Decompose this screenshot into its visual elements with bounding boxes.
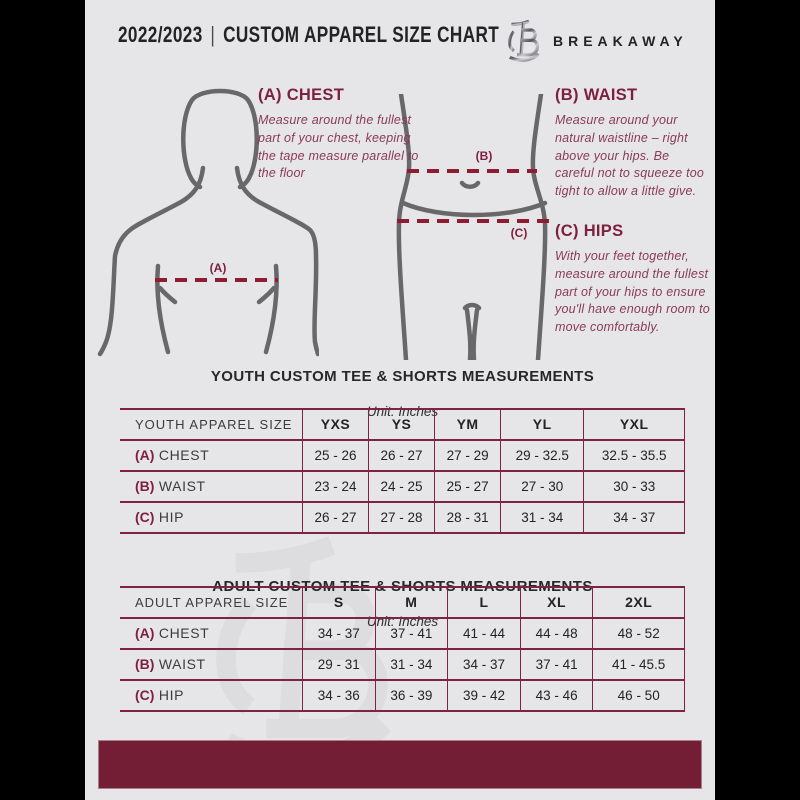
title-text: CUSTOM APPAREL SIZE CHART xyxy=(223,22,500,47)
cell-value: 48 - 52 xyxy=(617,625,660,641)
row-label: WAIST xyxy=(158,655,206,672)
page-title xyxy=(118,22,499,48)
waist-description: Measure around your natural waistline – right above your hips. Be careful not to squeeze too tight to allow a little give. xyxy=(555,113,705,198)
cell-value: 37 - 41 xyxy=(390,625,433,641)
adult-unit-label: Unit: Inches xyxy=(366,614,439,629)
row-label: HIP xyxy=(158,508,185,525)
cell-value: 37 - 41 xyxy=(535,656,578,672)
cell-value: 41 - 44 xyxy=(462,625,505,641)
cell-value: 28 - 31 xyxy=(446,509,489,525)
row-prefix: (C) xyxy=(135,508,155,525)
adult-section-title: ADULT CUSTOM TEE & SHORTS MEASUREMENTS xyxy=(212,578,593,595)
adult-table-corner-label: ADULT APPAREL SIZE xyxy=(135,594,289,610)
hips-description: With your feet together, measure around the fullest part of your hips to ensure you'll have enough room to move comfortably. xyxy=(555,249,710,334)
cell-value: 24 - 25 xyxy=(380,478,423,494)
marker-c: (C) xyxy=(510,226,528,240)
cell-value: 29 - 31 xyxy=(317,656,360,672)
column-header: YXS xyxy=(320,415,351,432)
cell-value: 25 - 27 xyxy=(446,478,489,494)
chest-heading: (A) CHEST xyxy=(258,86,345,104)
column-header: 2XL xyxy=(625,593,653,610)
row-prefix: (B) xyxy=(135,477,155,494)
waist-heading: (B) WAIST xyxy=(555,86,638,104)
chest-description: Measure around the fullest part of your chest, keeping the tape measure parallel to the floor xyxy=(258,113,419,181)
marker-a: (A) xyxy=(209,261,227,275)
cell-value: 34 - 37 xyxy=(462,656,505,672)
table-header-row xyxy=(120,587,685,618)
chest-measure-line xyxy=(155,277,278,283)
table-header-row xyxy=(120,409,685,440)
title-divider: | xyxy=(210,22,216,47)
footer-accent-bar xyxy=(98,740,702,789)
table-row xyxy=(120,440,685,471)
cell-value: 41 - 45.5 xyxy=(612,656,666,672)
cell-value: 34 - 37 xyxy=(317,625,360,641)
row-prefix: (C) xyxy=(135,686,155,703)
cell-value: 31 - 34 xyxy=(390,656,433,672)
table-row xyxy=(120,502,685,533)
adult-size-table xyxy=(120,586,685,712)
column-header: YS xyxy=(391,415,412,432)
cell-value: 27 - 29 xyxy=(446,447,489,463)
cell-value: 34 - 37 xyxy=(613,509,656,525)
cell-value: 26 - 27 xyxy=(380,447,423,463)
youth-table-corner-label: YOUTH APPAREL SIZE xyxy=(135,416,293,432)
column-header: S xyxy=(333,593,344,610)
brand-name: BREAKAWAY xyxy=(553,33,688,49)
row-prefix: (B) xyxy=(135,655,155,672)
cell-value: 36 - 39 xyxy=(390,687,433,703)
table-row xyxy=(120,471,685,502)
season-label: 2022/2023 xyxy=(118,22,203,47)
poster-page xyxy=(85,0,715,800)
row-prefix: (A) xyxy=(135,446,155,463)
cell-value: 31 - 34 xyxy=(521,509,564,525)
cell-value: 43 - 46 xyxy=(535,687,578,703)
column-header: XL xyxy=(547,593,567,610)
cell-value: 27 - 30 xyxy=(521,478,564,494)
youth-section-title: YOUTH CUSTOM TEE & SHORTS MEASUREMENTS xyxy=(210,368,595,385)
cell-value: 46 - 50 xyxy=(617,687,660,703)
table-row xyxy=(120,680,685,711)
hips-heading: (C) HIPS xyxy=(555,222,624,240)
column-header: YXL xyxy=(619,415,649,432)
column-header: L xyxy=(479,593,489,610)
cell-value: 27 - 28 xyxy=(380,509,423,525)
cell-value: 34 - 36 xyxy=(317,687,360,703)
cell-value: 23 - 24 xyxy=(314,478,357,494)
breakaway-logo-icon xyxy=(505,18,545,62)
cell-value: 25 - 26 xyxy=(314,447,357,463)
cell-value: 32.5 - 35.5 xyxy=(601,447,667,463)
waist-measure-line xyxy=(407,168,537,174)
youth-size-table xyxy=(120,408,685,534)
cell-value: 39 - 42 xyxy=(462,687,505,703)
youth-unit-label: Unit: Inches xyxy=(366,404,439,419)
cell-value: 44 - 48 xyxy=(535,625,578,641)
column-header: YM xyxy=(456,415,479,432)
column-header: YL xyxy=(532,415,552,432)
cell-value: 29 - 32.5 xyxy=(515,447,569,463)
table-row xyxy=(120,649,685,680)
row-label: CHEST xyxy=(158,624,210,641)
marker-b: (B) xyxy=(475,149,493,163)
row-label: CHEST xyxy=(158,446,210,463)
row-prefix: (A) xyxy=(135,624,155,641)
column-header: M xyxy=(405,593,418,610)
row-label: WAIST xyxy=(158,477,206,494)
hip-measure-line xyxy=(397,218,549,224)
cell-value: 30 - 33 xyxy=(613,478,656,494)
row-label: HIP xyxy=(158,686,185,703)
cell-value: 26 - 27 xyxy=(314,509,357,525)
table-row xyxy=(120,618,685,649)
